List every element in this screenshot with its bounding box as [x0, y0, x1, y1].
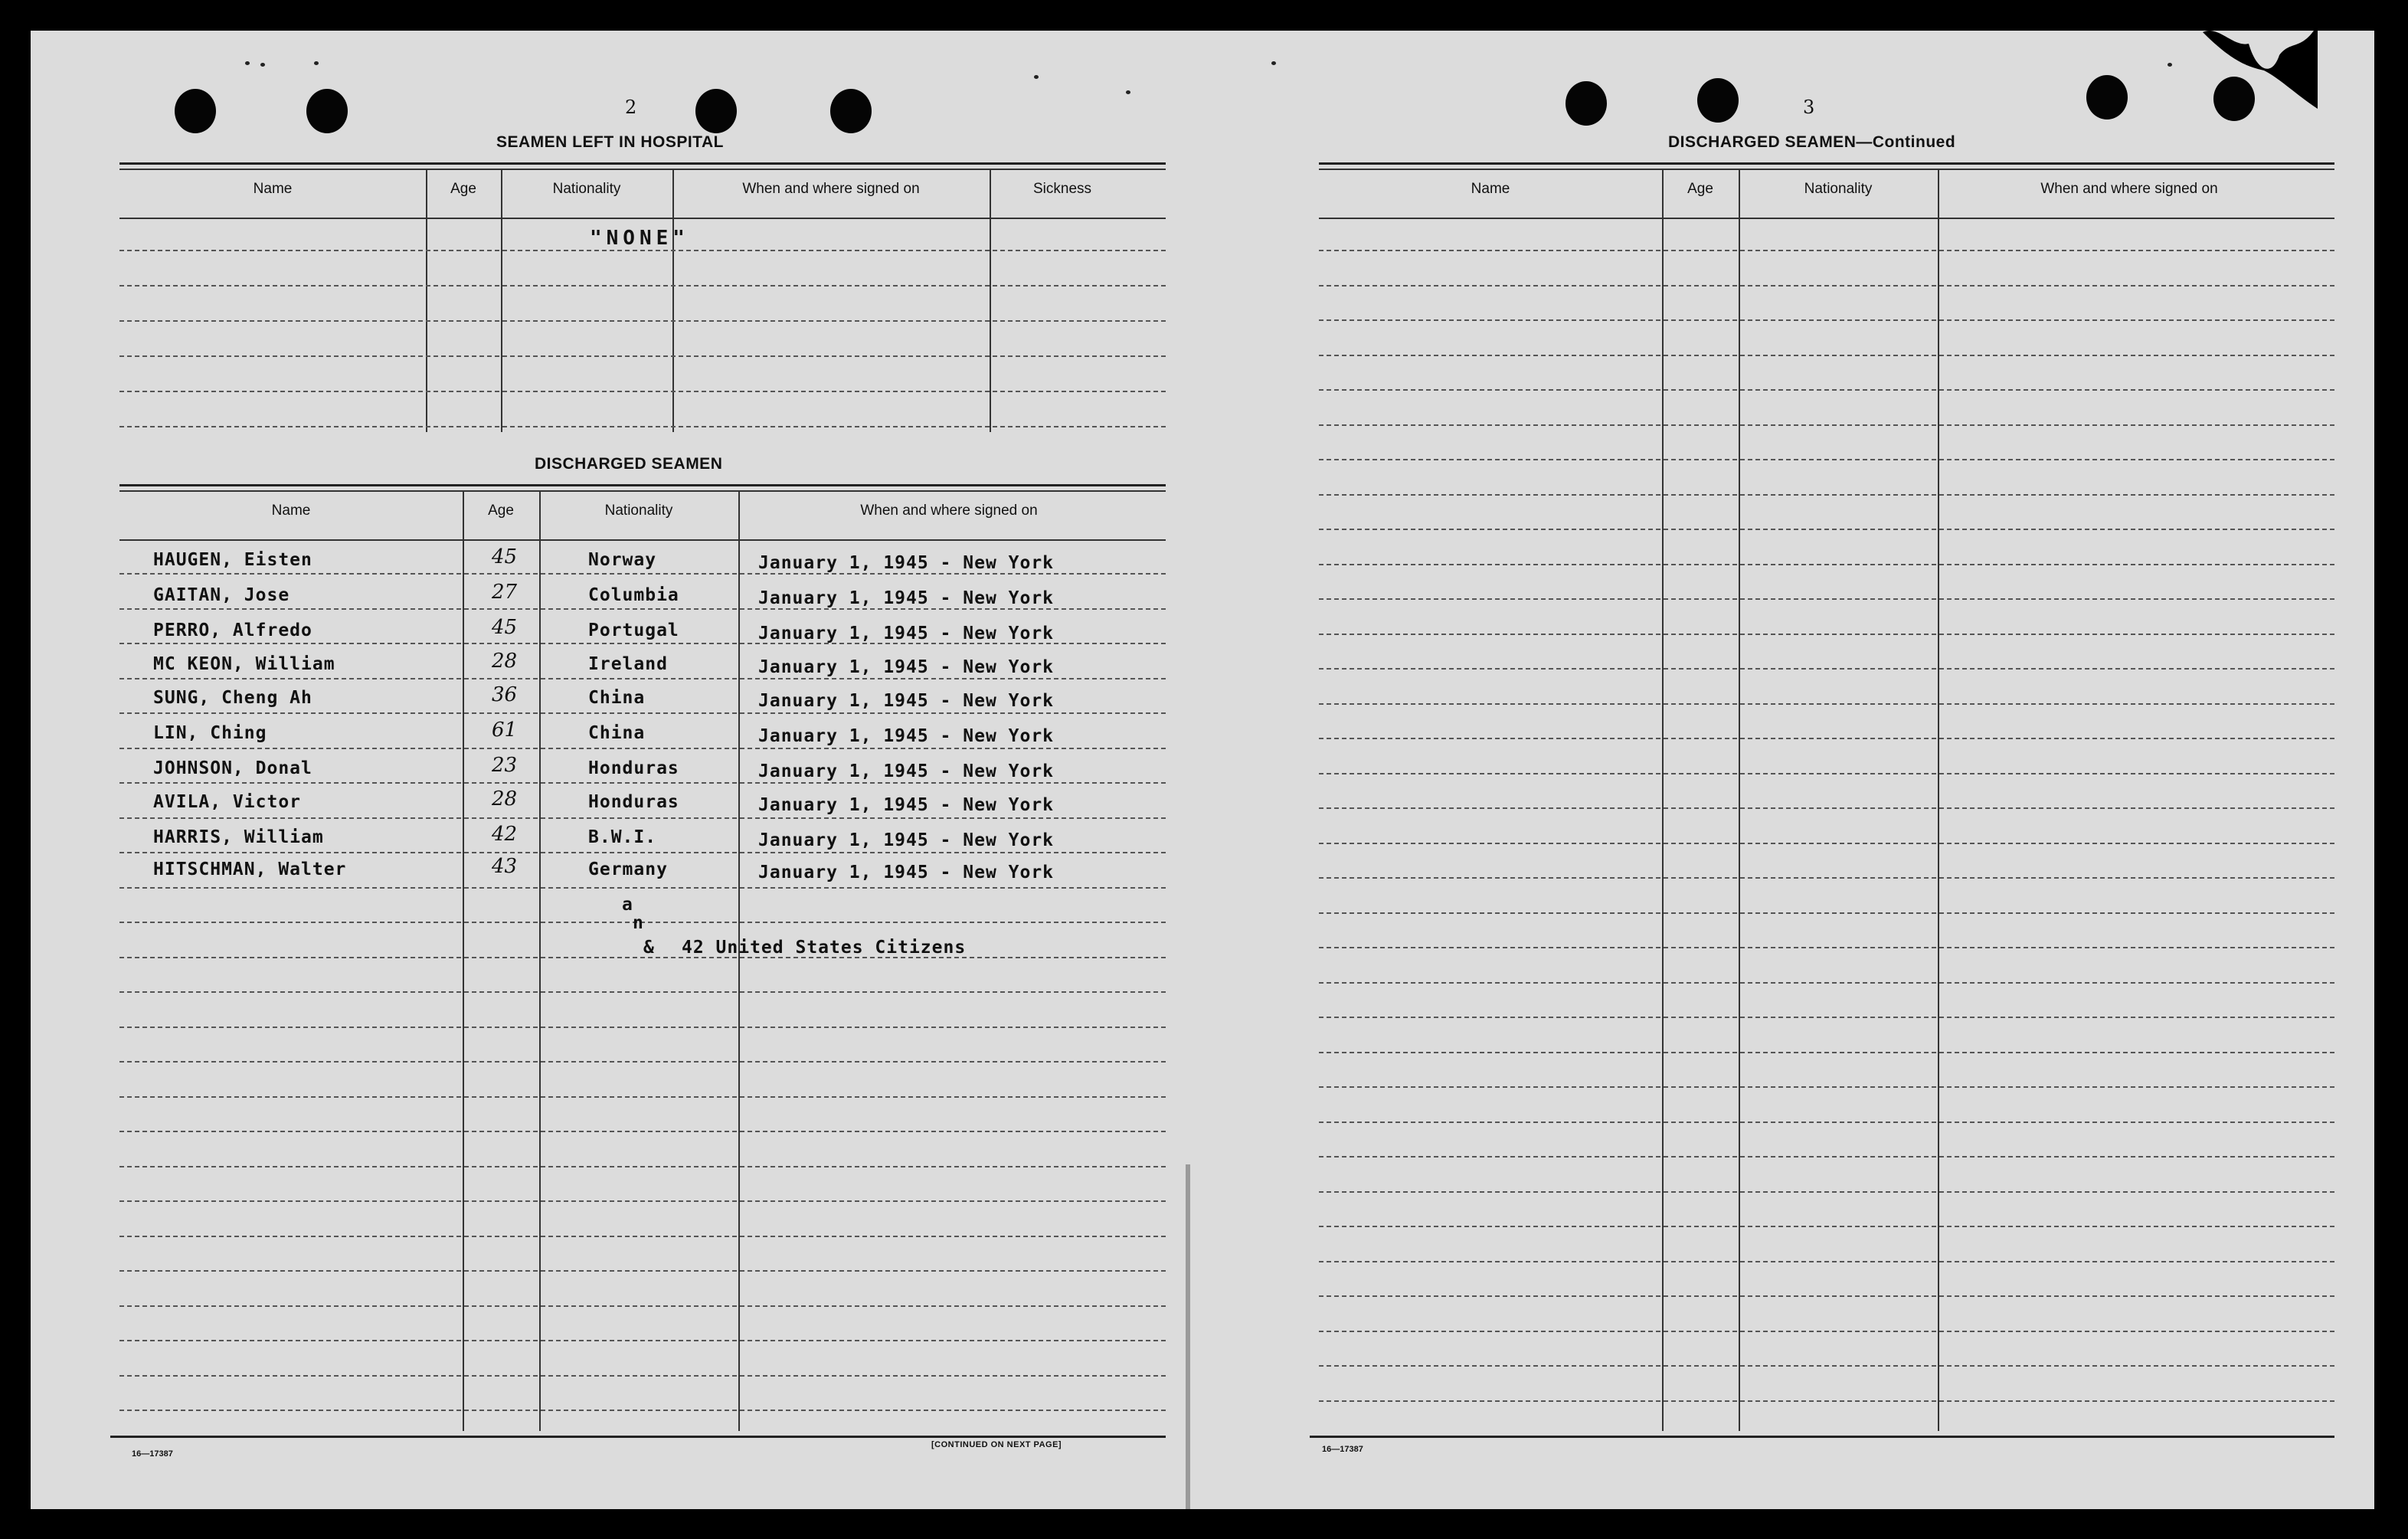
row-line [119, 887, 1166, 889]
row-line [1319, 494, 2334, 496]
seaman-age: 28 [492, 650, 518, 673]
seaman-nationality: China [588, 723, 646, 743]
seaman-age: 42 [492, 823, 518, 846]
column-divider [990, 170, 991, 432]
speck [1034, 75, 1039, 79]
row-line [1319, 355, 2334, 356]
row-line [119, 1027, 1166, 1028]
table-bottom-rule [1310, 1436, 2334, 1438]
seaman-nationality: B.W.I. [588, 827, 657, 847]
seaman-signed-on: January 1, 1945 - New York [758, 553, 1055, 573]
row-line [1319, 1052, 2334, 1053]
row-line [1319, 424, 2334, 426]
row-line [119, 1410, 1166, 1411]
left-page [31, 31, 1187, 1509]
discharged-header-signed-on: When and where signed on [860, 503, 1038, 519]
header-rule [119, 218, 1166, 219]
column-divider [1739, 170, 1740, 1431]
seaman-age: 36 [492, 683, 518, 706]
row-line [119, 678, 1166, 679]
form-number: 16—17387 [132, 1449, 173, 1459]
seaman-nationality: Portugal [588, 621, 679, 640]
row-line [1319, 877, 2334, 879]
punch-hole [1566, 81, 1607, 126]
header-name: Name [1471, 181, 1510, 197]
seaman-signed-on: January 1, 1945 - New York [758, 863, 1055, 882]
row-line [1319, 389, 2334, 391]
continued-note: [CONTINUED ON NEXT PAGE] [931, 1440, 1062, 1449]
blank-row-line [119, 355, 1166, 357]
row-line [119, 1236, 1166, 1237]
row-line [119, 712, 1166, 714]
row-line [119, 1096, 1166, 1098]
seaman-signed-on: January 1, 1945 - New York [758, 726, 1055, 746]
column-divider [738, 492, 740, 1431]
row-line [1319, 1191, 2334, 1193]
seaman-age: 23 [492, 754, 518, 777]
column-divider [426, 170, 427, 432]
discharged-continued-title: DISCHARGED SEAMEN—Continued [1668, 133, 1956, 151]
seaman-name: GAITAN, Jose [153, 585, 290, 605]
row-line [119, 817, 1166, 819]
seaman-age: 28 [492, 788, 518, 810]
row-line [1319, 807, 2334, 809]
row-line [1319, 250, 2334, 251]
row-line [1319, 319, 2334, 321]
blank-row-line [119, 426, 1166, 427]
row-line [1319, 564, 2334, 565]
blank-row-line [119, 320, 1166, 322]
seaman-signed-on: January 1, 1945 - New York [758, 830, 1055, 850]
row-line [119, 1305, 1166, 1307]
seaman-signed-on: January 1, 1945 - New York [758, 624, 1055, 643]
speck [260, 63, 265, 67]
seaman-signed-on: January 1, 1945 - New York [758, 761, 1055, 781]
row-line [1319, 1226, 2334, 1227]
row-line [119, 782, 1166, 784]
row-line [119, 1131, 1166, 1132]
typed-mark: & [643, 938, 655, 958]
header-age: Age [1687, 181, 1713, 197]
seaman-signed-on: January 1, 1945 - New York [758, 588, 1055, 608]
row-line [119, 1200, 1166, 1202]
torn-corner [2203, 25, 2318, 109]
seaman-nationality: Honduras [588, 792, 679, 812]
header-signed-on: When and where signed on [2040, 181, 2218, 197]
seaman-name: HITSCHMAN, Walter [153, 860, 347, 879]
seaman-name: HARRIS, William [153, 827, 324, 847]
row-line [1319, 1365, 2334, 1367]
speck [1126, 90, 1130, 94]
row-line [1319, 912, 2334, 914]
hospital-header-signed-on: When and where signed on [742, 181, 920, 197]
hospital-none-entry: "NONE" [590, 227, 689, 250]
row-line [1319, 703, 2334, 705]
hospital-header-nationality: Nationality [552, 181, 621, 197]
punch-hole [830, 89, 872, 133]
row-line [1319, 459, 2334, 460]
speck [314, 61, 319, 65]
discharged-header-name: Name [271, 503, 311, 519]
row-line [1319, 1261, 2334, 1262]
row-line [1319, 285, 2334, 287]
row-line [119, 748, 1166, 749]
header-rule [1319, 218, 2334, 219]
column-divider [463, 492, 464, 1431]
document-sheet [31, 31, 2374, 1509]
seaman-signed-on: January 1, 1945 - New York [758, 795, 1055, 815]
seaman-name: AVILA, Victor [153, 792, 302, 812]
blank-row-line [119, 285, 1166, 287]
row-line [1319, 634, 2334, 635]
row-line [119, 852, 1166, 853]
page-number: 3 [1803, 97, 1815, 118]
row-line [1319, 1156, 2334, 1158]
row-line [1319, 1122, 2334, 1123]
table-top-rule [1319, 169, 2334, 170]
row-line [119, 991, 1166, 993]
right-page [1187, 31, 2374, 1509]
table-top-rule [1319, 162, 2334, 165]
column-divider [1938, 170, 1939, 1431]
table-top-rule [119, 490, 1166, 492]
hospital-header-age: Age [450, 181, 476, 197]
seaman-nationality: China [588, 688, 646, 708]
seaman-nationality: Honduras [588, 758, 679, 778]
row-line [119, 1340, 1166, 1341]
typed-mark: n [633, 913, 644, 933]
row-line [1319, 982, 2334, 984]
seaman-age: 45 [492, 616, 518, 639]
row-line [119, 1061, 1166, 1063]
discharged-header-age: Age [488, 503, 514, 519]
row-line [1319, 1400, 2334, 1402]
speck [245, 61, 250, 65]
punch-hole [695, 89, 737, 133]
seaman-age: 61 [492, 719, 518, 742]
seaman-name: PERRO, Alfredo [153, 621, 312, 640]
seaman-name: HAUGEN, Eisten [153, 550, 312, 570]
punch-hole [175, 89, 216, 133]
punch-hole [1697, 78, 1739, 123]
citizens-note: 42 United States Citizens [682, 938, 967, 958]
typed-mark: a [622, 895, 633, 915]
seaman-name: JOHNSON, Donal [153, 758, 312, 778]
seaman-age: 43 [492, 855, 518, 878]
row-line [1319, 1295, 2334, 1297]
seaman-name: MC KEON, William [153, 654, 335, 674]
seaman-name: SUNG, Cheng Ah [153, 688, 312, 708]
punch-hole [2086, 75, 2128, 120]
row-line [119, 1375, 1166, 1377]
header-rule [119, 539, 1166, 541]
discharged-section-title: DISCHARGED SEAMEN [535, 455, 723, 473]
hospital-section-title: SEAMEN LEFT IN HOSPITAL [496, 133, 724, 151]
row-line [119, 1270, 1166, 1272]
column-divider [501, 170, 502, 432]
speck [2168, 63, 2172, 67]
seaman-nationality: Norway [588, 550, 657, 570]
hospital-header-sickness: Sickness [1032, 181, 1092, 197]
seaman-signed-on: January 1, 1945 - New York [758, 691, 1055, 711]
seaman-nationality: Columbia [588, 585, 679, 605]
seaman-age: 45 [492, 545, 518, 568]
punch-hole [306, 89, 348, 133]
row-line [119, 573, 1166, 575]
column-divider [539, 492, 541, 1431]
row-line [1319, 529, 2334, 530]
row-line [1319, 947, 2334, 948]
speck [1271, 61, 1276, 65]
row-line [1319, 1017, 2334, 1018]
row-line [1319, 773, 2334, 774]
seaman-name: LIN, Ching [153, 723, 267, 743]
row-line [1319, 738, 2334, 739]
row-line [1319, 1086, 2334, 1088]
page-number: 2 [625, 97, 637, 118]
table-top-rule [119, 169, 1166, 170]
row-line [119, 1166, 1166, 1167]
seaman-nationality: Germany [588, 860, 668, 879]
seaman-nationality: Ireland [588, 654, 668, 674]
blank-row-line [119, 391, 1166, 392]
table-top-rule [119, 162, 1166, 165]
column-divider [672, 170, 674, 432]
table-bottom-rule [110, 1436, 1166, 1438]
hospital-header-name: Name [253, 181, 293, 197]
row-line [1319, 668, 2334, 670]
table-top-rule [119, 484, 1166, 486]
row-line [1319, 843, 2334, 844]
header-nationality: Nationality [1804, 181, 1873, 197]
seaman-age: 27 [492, 581, 518, 604]
row-line [1319, 598, 2334, 600]
discharged-header-nationality: Nationality [604, 503, 673, 519]
blank-row-line [119, 250, 1166, 251]
column-divider [1662, 170, 1664, 1431]
row-line [119, 957, 1166, 958]
row-line [1319, 1331, 2334, 1332]
form-number: 16—17387 [1322, 1445, 1363, 1454]
seaman-signed-on: January 1, 1945 - New York [758, 657, 1055, 677]
